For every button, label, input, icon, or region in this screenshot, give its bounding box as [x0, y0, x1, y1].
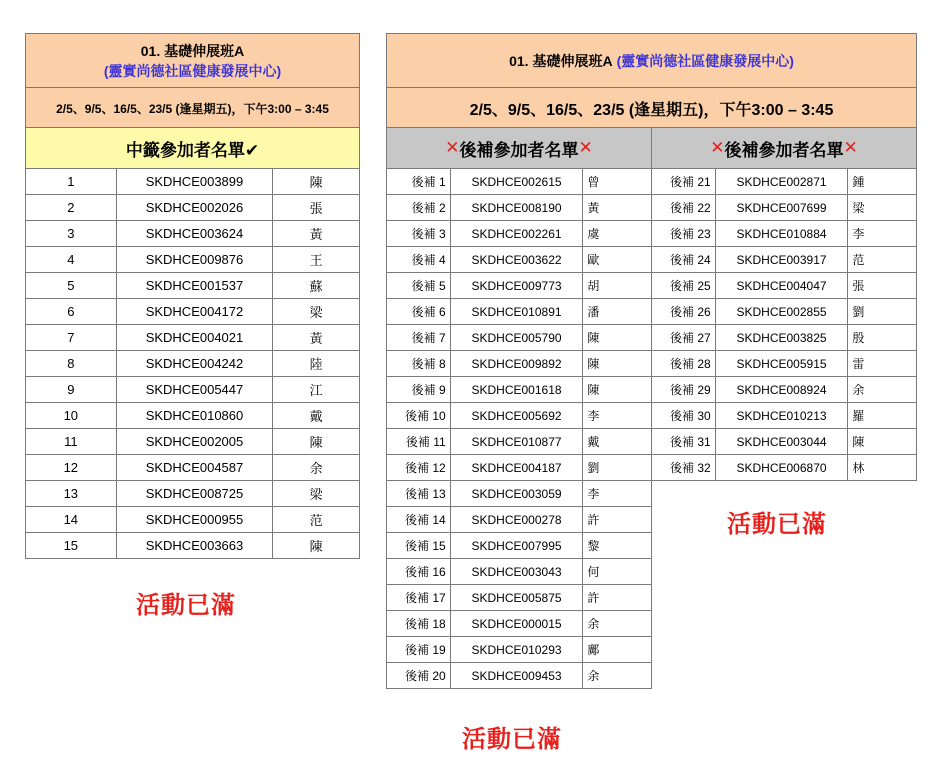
left-org-name: (靈實尚德社區健康發展中心): [103, 62, 282, 79]
winners-table: [25, 168, 360, 559]
member-code: SKDHCE003899: [116, 169, 273, 195]
right-full-notice-2: 活動已滿: [462, 725, 562, 753]
right-title-block: [387, 34, 916, 88]
member-code: SKDHCE005790: [450, 325, 583, 351]
row-number: 後補 10: [387, 403, 451, 429]
member-code: SKDHCE006870: [715, 455, 848, 481]
row-number: 3: [26, 221, 117, 247]
member-code: SKDHCE000278: [450, 507, 583, 533]
member-surname: 余: [848, 377, 917, 403]
right-full-notice-1: 活動已滿: [727, 510, 827, 538]
member-surname: 陳: [848, 429, 917, 455]
table-row: [387, 481, 652, 507]
table-row: [387, 325, 652, 351]
row-number: 後補 17: [387, 585, 451, 611]
member-surname: 王: [273, 247, 360, 273]
member-surname: 胡: [583, 273, 652, 299]
member-code: SKDHCE010213: [715, 403, 848, 429]
table-row: [387, 559, 652, 585]
left-class-title: 01. 基礎伸展班A: [140, 42, 245, 59]
member-surname: 劉: [848, 299, 917, 325]
member-surname: 黎: [583, 533, 652, 559]
table-row: [387, 611, 652, 637]
table-row: [387, 533, 652, 559]
table-row: [387, 195, 652, 221]
row-number: 後補 28: [652, 351, 716, 377]
table-row: [387, 169, 652, 195]
member-surname: 鍾: [848, 169, 917, 195]
row-number: 後補 14: [387, 507, 451, 533]
row-number: 7: [26, 325, 117, 351]
member-surname: 陳: [583, 351, 652, 377]
table-row: [387, 663, 652, 689]
member-code: SKDHCE000015: [450, 611, 583, 637]
winners-list-header: [25, 127, 360, 169]
table-row: [387, 299, 652, 325]
member-surname: 蘇: [273, 273, 360, 299]
member-code: SKDHCE008924: [715, 377, 848, 403]
member-surname: 雷: [848, 351, 917, 377]
member-code: SKDHCE010293: [450, 637, 583, 663]
member-code: SKDHCE010877: [450, 429, 583, 455]
member-code: SKDHCE000955: [116, 507, 273, 533]
member-surname: 劉: [583, 455, 652, 481]
table-row: [26, 507, 360, 533]
row-number: 2: [26, 195, 117, 221]
row-number: 1: [26, 169, 117, 195]
member-code: SKDHCE003663: [116, 533, 273, 559]
member-surname: 黃: [273, 221, 360, 247]
member-surname: 許: [583, 585, 652, 611]
table-row: [387, 273, 652, 299]
row-number: 後補 27: [652, 325, 716, 351]
left-dates: 2/5、9/5、16/5、23/5 (逢星期五)，下午3:00 – 3:45: [26, 88, 359, 129]
table-row: [26, 377, 360, 403]
table-row: [387, 403, 652, 429]
member-code: SKDHCE003044: [715, 429, 848, 455]
member-surname: 梁: [273, 299, 360, 325]
table-row: [26, 273, 360, 299]
member-surname: 余: [273, 455, 360, 481]
member-code: SKDHCE003059: [450, 481, 583, 507]
member-surname: 戴: [273, 403, 360, 429]
table-row: [387, 351, 652, 377]
member-code: SKDHCE003917: [715, 247, 848, 273]
member-surname: 陳: [583, 325, 652, 351]
member-code: SKDHCE005447: [116, 377, 273, 403]
table-row: [387, 377, 652, 403]
member-code: SKDHCE004187: [450, 455, 583, 481]
member-surname: 陳: [273, 429, 360, 455]
table-row: [387, 507, 652, 533]
table-row: [26, 403, 360, 429]
row-number: 10: [26, 403, 117, 429]
row-number: 後補 16: [387, 559, 451, 585]
member-surname: 李: [848, 221, 917, 247]
member-code: SKDHCE001618: [450, 377, 583, 403]
member-code: SKDHCE007699: [715, 195, 848, 221]
member-code: SKDHCE010884: [715, 221, 848, 247]
table-row: [26, 351, 360, 377]
row-number: 9: [26, 377, 117, 403]
member-code: SKDHCE002871: [715, 169, 848, 195]
member-code: SKDHCE005875: [450, 585, 583, 611]
member-surname: 梁: [273, 481, 360, 507]
row-number: 後補 24: [652, 247, 716, 273]
row-number: 後補 21: [652, 169, 716, 195]
row-number: 後補 5: [387, 273, 451, 299]
right-class-title: 01. 基礎伸展班A: [509, 52, 613, 69]
row-number: 12: [26, 455, 117, 481]
table-row: [652, 273, 917, 299]
member-surname: 潘: [583, 299, 652, 325]
member-code: SKDHCE009773: [450, 273, 583, 299]
table-row: [652, 351, 917, 377]
table-row: [26, 325, 360, 351]
member-surname: 陸: [273, 351, 360, 377]
table-row: [387, 221, 652, 247]
member-surname: 曾: [583, 169, 652, 195]
member-code: SKDHCE004172: [116, 299, 273, 325]
row-number: 後補 26: [652, 299, 716, 325]
row-number: 後補 13: [387, 481, 451, 507]
member-code: SKDHCE009876: [116, 247, 273, 273]
member-surname: 范: [848, 247, 917, 273]
row-number: 後補 15: [387, 533, 451, 559]
table-row: [387, 637, 652, 663]
row-number: 後補 11: [387, 429, 451, 455]
row-number: 後補 7: [387, 325, 451, 351]
member-code: SKDHCE002615: [450, 169, 583, 195]
table-row: [387, 585, 652, 611]
table-row: [652, 221, 917, 247]
member-code: SKDHCE003624: [116, 221, 273, 247]
member-surname: 鄺: [583, 637, 652, 663]
row-number: 後補 19: [387, 637, 451, 663]
row-number: 後補 23: [652, 221, 716, 247]
row-number: 6: [26, 299, 117, 325]
member-code: SKDHCE001537: [116, 273, 273, 299]
row-number: 後補 12: [387, 455, 451, 481]
cross-icon: ✕: [445, 138, 460, 157]
member-code: SKDHCE005915: [715, 351, 848, 377]
right-class-panel: [386, 33, 917, 128]
row-number: 後補 4: [387, 247, 451, 273]
right-dates: 2/5、9/5、16/5、23/5 (逢星期五)，下午3:00 – 3:45: [387, 88, 916, 129]
cross-icon: ✕: [710, 138, 725, 157]
table-row: [652, 403, 917, 429]
table-row: [652, 455, 917, 481]
table-row: [26, 299, 360, 325]
member-surname: 戴: [583, 429, 652, 455]
waitlist-title-1: 後補參加者名單: [459, 140, 579, 160]
row-number: 後補 9: [387, 377, 451, 403]
member-code: SKDHCE005692: [450, 403, 583, 429]
row-number: 後補 30: [652, 403, 716, 429]
member-code: SKDHCE004242: [116, 351, 273, 377]
member-code: SKDHCE003043: [450, 559, 583, 585]
table-row: [26, 221, 360, 247]
member-code: SKDHCE004587: [116, 455, 273, 481]
member-code: SKDHCE010860: [116, 403, 273, 429]
row-number: 14: [26, 507, 117, 533]
table-row: [652, 377, 917, 403]
member-surname: 李: [583, 481, 652, 507]
member-surname: 羅: [848, 403, 917, 429]
member-code: SKDHCE007995: [450, 533, 583, 559]
member-code: SKDHCE002855: [715, 299, 848, 325]
member-surname: 何: [583, 559, 652, 585]
member-code: SKDHCE004021: [116, 325, 273, 351]
right-org-name: (靈實尚德社區健康發展中心): [616, 52, 794, 69]
row-number: 後補 8: [387, 351, 451, 377]
row-number: 15: [26, 533, 117, 559]
member-surname: 陳: [583, 377, 652, 403]
member-surname: 歐: [583, 247, 652, 273]
row-number: 後補 29: [652, 377, 716, 403]
table-row: [387, 455, 652, 481]
member-surname: 張: [273, 195, 360, 221]
table-row: [26, 247, 360, 273]
table-row: [387, 247, 652, 273]
member-code: SKDHCE009892: [450, 351, 583, 377]
member-surname: 李: [583, 403, 652, 429]
waitlist-title-2: 後補參加者名單: [724, 140, 844, 160]
left-full-notice: 活動已滿: [136, 591, 236, 619]
member-code: SKDHCE004047: [715, 273, 848, 299]
left-title-block: [26, 34, 359, 88]
table-row: [652, 195, 917, 221]
table-row: [26, 169, 360, 195]
table-row: [26, 533, 360, 559]
row-number: 後補 1: [387, 169, 451, 195]
member-surname: 余: [583, 611, 652, 637]
member-surname: 范: [273, 507, 360, 533]
table-row: [26, 481, 360, 507]
waitlist-header-2: [651, 127, 917, 169]
row-number: 8: [26, 351, 117, 377]
row-number: 4: [26, 247, 117, 273]
table-row: [26, 455, 360, 481]
row-number: 後補 31: [652, 429, 716, 455]
row-number: 13: [26, 481, 117, 507]
table-row: [652, 169, 917, 195]
row-number: 後補 3: [387, 221, 451, 247]
member-surname: 虞: [583, 221, 652, 247]
table-row: [26, 429, 360, 455]
table-row: [26, 195, 360, 221]
member-surname: 黃: [273, 325, 360, 351]
left-class-panel: [25, 33, 360, 128]
cross-icon: ✕: [843, 138, 858, 157]
member-surname: 林: [848, 455, 917, 481]
member-code: SKDHCE008725: [116, 481, 273, 507]
cross-icon: ✕: [578, 138, 593, 157]
row-number: 5: [26, 273, 117, 299]
waitlist-table-1: [386, 168, 652, 689]
member-code: SKDHCE009453: [450, 663, 583, 689]
member-surname: 張: [848, 273, 917, 299]
member-surname: 許: [583, 507, 652, 533]
row-number: 後補 20: [387, 663, 451, 689]
row-number: 後補 32: [652, 455, 716, 481]
member-surname: 殷: [848, 325, 917, 351]
member-surname: 余: [583, 663, 652, 689]
member-code: SKDHCE002005: [116, 429, 273, 455]
member-surname: 江: [273, 377, 360, 403]
row-number: 後補 18: [387, 611, 451, 637]
member-surname: 黃: [583, 195, 652, 221]
member-code: SKDHCE008190: [450, 195, 583, 221]
member-code: SKDHCE002026: [116, 195, 273, 221]
row-number: 後補 22: [652, 195, 716, 221]
winners-list-title: 中籤參加者名單✔: [125, 140, 260, 160]
waitlist-header-1: [386, 127, 652, 169]
table-row: [652, 299, 917, 325]
row-number: 後補 6: [387, 299, 451, 325]
row-number: 11: [26, 429, 117, 455]
member-code: SKDHCE002261: [450, 221, 583, 247]
row-number: 後補 25: [652, 273, 716, 299]
member-code: SKDHCE010891: [450, 299, 583, 325]
member-surname: 陳: [273, 169, 360, 195]
table-row: [387, 429, 652, 455]
table-row: [652, 429, 917, 455]
member-surname: 陳: [273, 533, 360, 559]
member-surname: 梁: [848, 195, 917, 221]
member-code: SKDHCE003622: [450, 247, 583, 273]
table-row: [652, 247, 917, 273]
waitlist-table-2: [651, 168, 917, 481]
row-number: 後補 2: [387, 195, 451, 221]
member-code: SKDHCE003825: [715, 325, 848, 351]
table-row: [652, 325, 917, 351]
